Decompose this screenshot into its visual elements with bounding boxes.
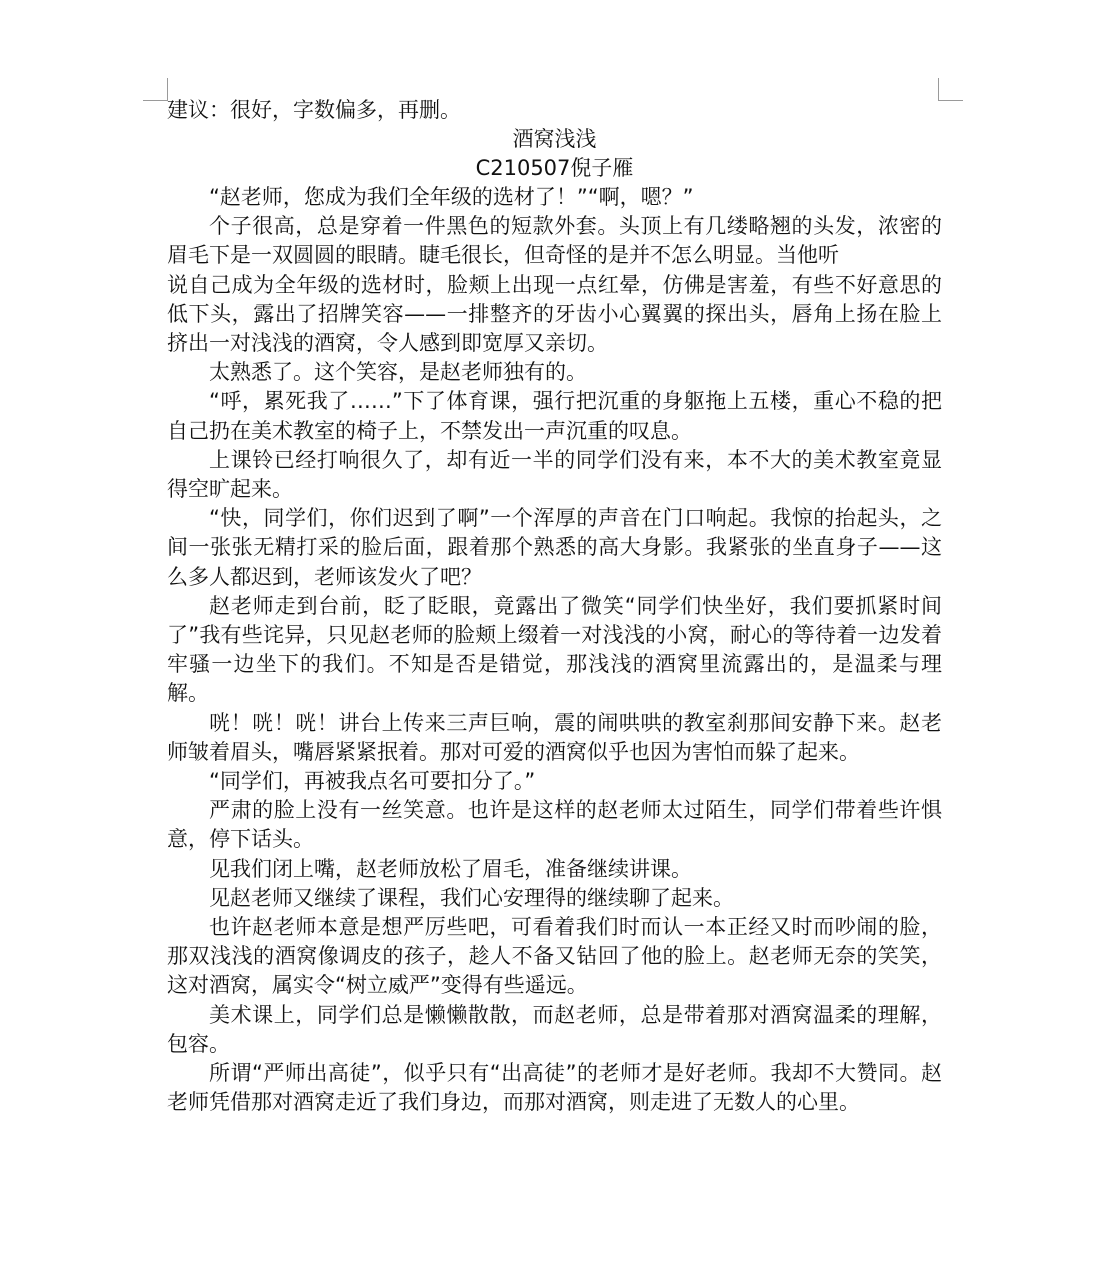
paragraph-12: 见我们闭上嘴，赵老师放松了眉毛，准备继续讲课。 [209, 856, 692, 881]
paragraph-5: “呼，累死我了……”下了体育课，强行把沉重的身躯拖上五楼，重心不稳的把自己扔在美术教室的椅子上，不禁发出一声沉重的叹息。 [167, 389, 942, 443]
paragraph-15: 美术课上，同学们总是懒懒散散，而赵老师，总是带着那对酒窝温柔的理解，包容。 [167, 1002, 942, 1056]
paragraph-10: “同学们，再被我点名可要扣分了。” [209, 769, 536, 794]
paragraph-3: 说自己成为全年级的选材时，脸颊上出现一点红晕，仿佛是害羞，有些不好意思的低下头，露出了招牌笑容——一排整齐的牙齿小心翼翼的探出头，唇角上扬在脸上挤出一对浅浅的酒窝，令人感到即宽厚又亲切。 [167, 272, 942, 356]
paragraph-6: 上课铃已经打响很久了，却有近一半的同学们没有来，本不大的美术教室竟显得空旷起来。 [167, 447, 942, 502]
document-body [167, 96, 942, 1118]
paragraph-16: 所谓“严师出高徒”，似乎只有“出高徒”的老师才是好老师。我却不大赞同。赵老师凭借那对酒窝走近了我们身边，而那对酒窝，则走进了无数人的心里。 [167, 1061, 942, 1115]
margin-corner-mark-left [143, 78, 168, 101]
paragraph-1: “赵老师，您成为我们全年级的选材了！”“啊，嗯？” [209, 185, 694, 209]
teacher-suggestion: 建议：很好，字数偏多，再删。 [167, 98, 461, 122]
paragraph-9: 咣！咣！咣！讲台上传来三声巨响，震的闹哄哄的教室刹那间安静下来。赵老师皱着眉头，嘴唇紧紧抿着。那对可爱的酒窝似乎也因为害怕而躲了起来。 [167, 710, 942, 764]
paragraph-8: 赵老师走到台前，眨了眨眼，竟露出了微笑“同学们快坐好，我们要抓紧时间了”我有些诧异，只见赵老师的脸颊上缀着一对浅浅的小窝，耐心的等待着一边发着牢骚一边坐下的我们。不知是否是错觉，那浅浅的酒窝里流露出的，是温柔与理解。 [167, 593, 942, 706]
paragraph-14: 也许赵老师本意是想严厉些吧，可看着我们时而认一本正经又时而吵闹的脸，那双浅浅的酒窝像调皮的孩子，趁人不备又钻回了他的脸上。赵老师无奈的笑笑，这对酒窝，属实令“树立威严”变得有些遥远。 [167, 915, 942, 998]
paragraph-7: “快，同学们，你们迟到了啊”一个浑厚的声音在门口响起。我惊的抬起头，之间一张张无精打采的脸后面，跟着那个熟悉的高大身影。我紧张的坐直身子——这么多人都迟到，老师该发火了吧？ [167, 506, 942, 589]
paragraph-2: 个子很高，总是穿着一件黑色的短款外套。头顶上有几缕略翘的头发，浓密的眉毛下是一双圆圆的眼睛。睫毛很长，但奇怪的是并不怎么明显。当他听 [167, 214, 942, 268]
paragraph-13: 见赵老师又继续了课程，我们心安理得的继续聊了起来。 [209, 885, 734, 910]
paragraph-11: 严肃的脸上没有一丝笑意。也许是这样的赵老师太过陌生，同学们带着些许惧意，停下话头。 [167, 798, 942, 852]
essay-title: 酒窝浅浅 [512, 127, 597, 151]
paragraph-4: 太熟悉了。这个笑容，是赵老师独有的。 [209, 360, 587, 385]
essay-author: C210507倪子雁 [475, 156, 634, 180]
